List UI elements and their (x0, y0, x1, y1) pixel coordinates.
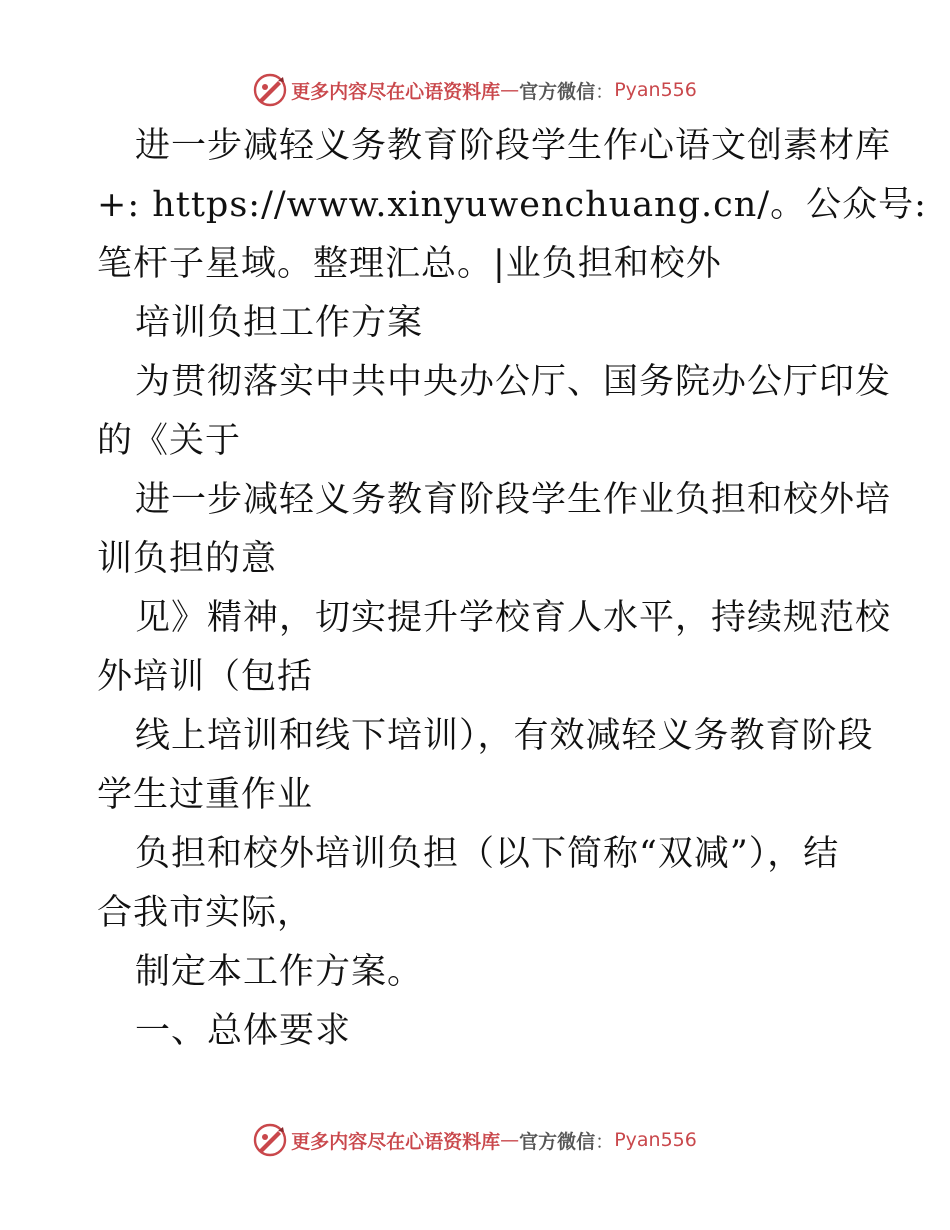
banner-main-text: 更多内容尽在心语资料库 (291, 80, 501, 103)
doc-line-11: 线上培训和线下培训），有效减轻义务教育阶段 (135, 716, 874, 756)
banner-colon: ： (595, 80, 615, 103)
doc-line-2: +: https://www.xinyuwenchuang.cn/。公众号: (97, 185, 927, 225)
banner-wechat-label: 官方微信 (519, 80, 596, 103)
quill-pen-logo-icon (253, 1123, 287, 1157)
doc-line-4: 培训负担工作方案 (135, 303, 424, 343)
banner-main-text: 更多内容尽在心语资料库 (291, 1130, 501, 1153)
doc-line-8: 训负担的意 (97, 539, 278, 579)
banner-colon: ： (595, 1130, 615, 1153)
doc-line-1: 进一步减轻义务教育阶段学生作心语文创素材库 (135, 126, 892, 166)
doc-line-5: 为贯彻落实中共中央办公厅、国务院办公厅印发 (135, 362, 892, 402)
doc-line-13: 负担和校外培训负担（以下简称“双减”），结 (135, 834, 840, 874)
doc-line-16: 一、总体要求 (135, 1011, 352, 1051)
doc-line-9: 见》精神，切实提升学校育人水平，持续规范校 (135, 598, 892, 638)
footer-watermark-banner (0, 1120, 950, 1160)
quill-pen-logo-icon (253, 73, 287, 107)
doc-line-7: 进一步减轻义务教育阶段学生作业负担和校外培 (135, 480, 892, 520)
header-watermark-banner (0, 70, 950, 110)
banner-wechat-id: Pyan556 (614, 1129, 697, 1151)
doc-line-6: 的《关于 (97, 421, 242, 461)
banner-dash: — (500, 1129, 520, 1151)
doc-line-10: 外培训（包括 (97, 657, 314, 697)
doc-line-3: 笔杆子星域。整理汇总。|业负担和校外 (97, 244, 722, 284)
doc-line-14: 合我市实际， (97, 893, 314, 933)
banner-wechat-id: Pyan556 (614, 79, 697, 101)
banner-wechat-label: 官方微信 (519, 1130, 596, 1153)
banner-dash: — (500, 79, 520, 101)
document-body (97, 117, 927, 1061)
doc-line-12: 学生过重作业 (97, 775, 314, 815)
doc-line-15: 制定本工作方案。 (135, 952, 424, 992)
